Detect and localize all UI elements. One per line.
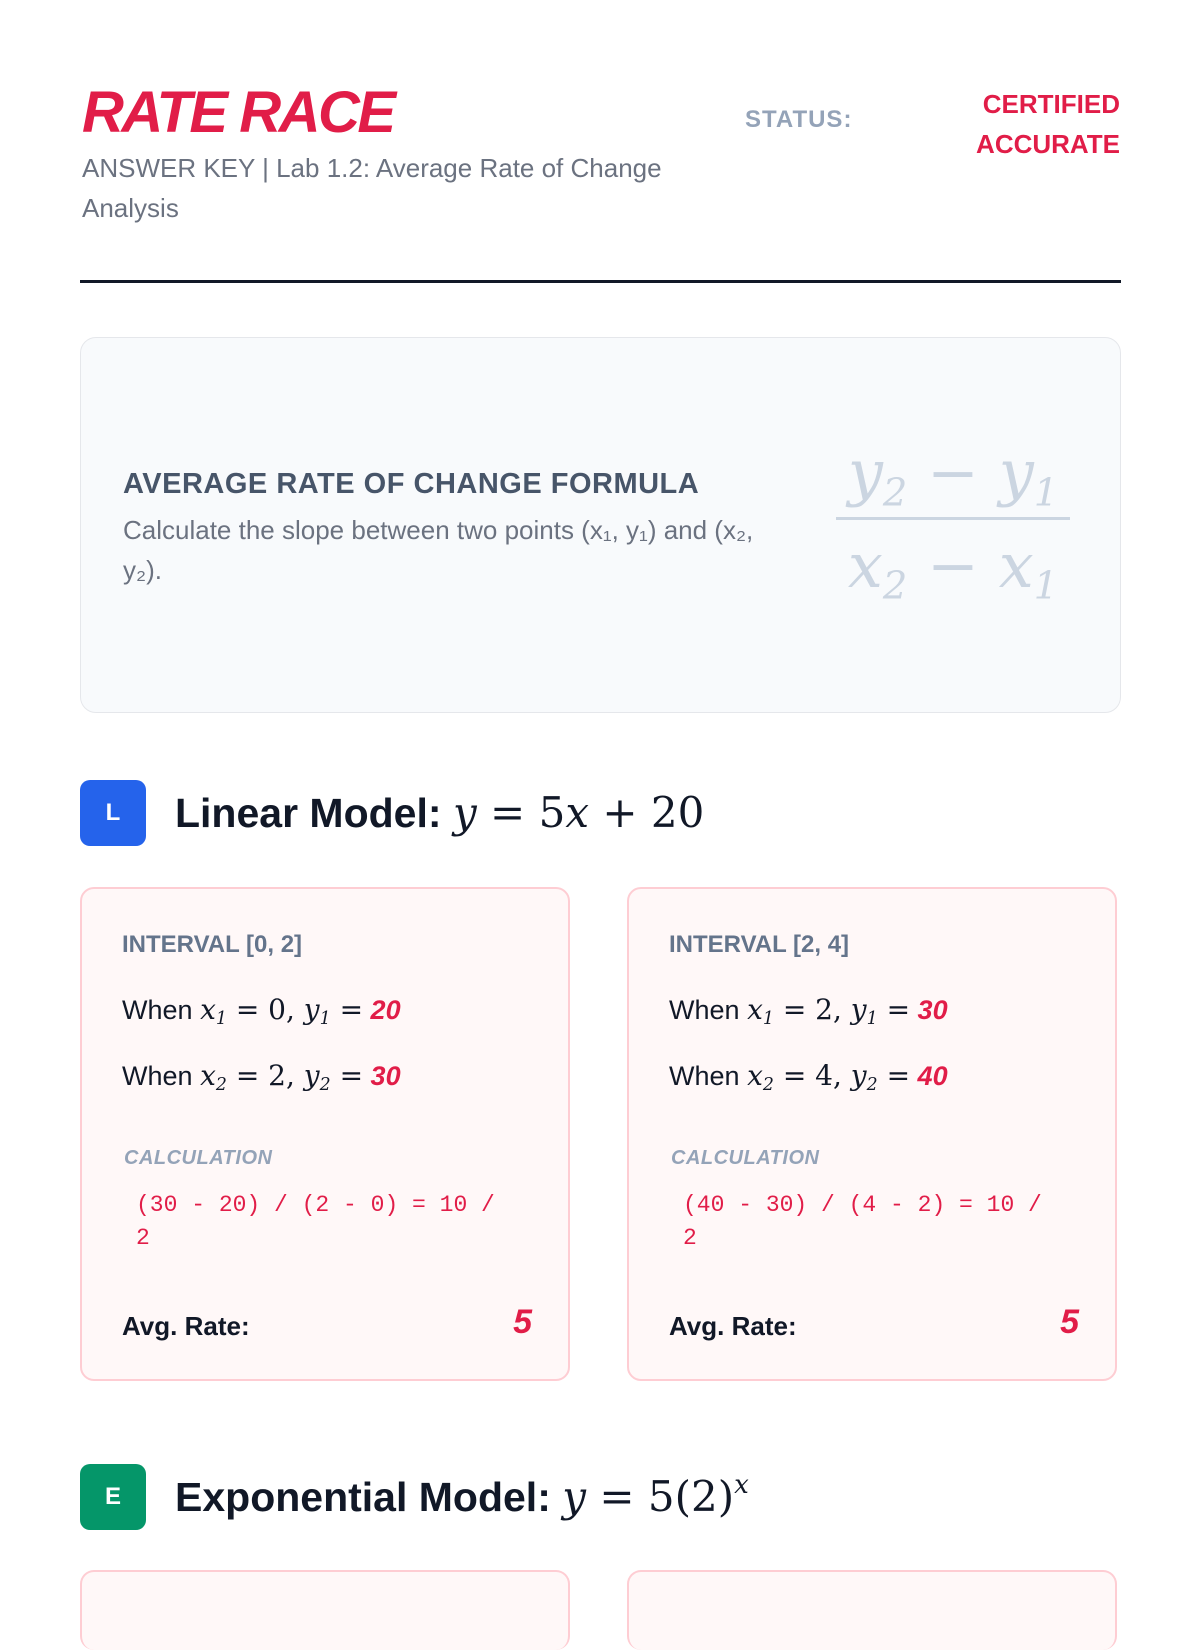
interval-card [80, 887, 570, 1381]
formula-description: Calculate the slope between two points (x₁, y₁) and (x₂, y₂). [123, 515, 754, 585]
calculation-label: CALCULATION [671, 1147, 820, 1169]
calculation-text: (30 - 20) / (2 - 0) = 10 / 2 [136, 1192, 495, 1251]
point-2-line: When $x_2 = 4$, $y_2 = 40$ [669, 1059, 948, 1096]
calculation-label: CALCULATION [124, 1147, 273, 1169]
linear-equation: y = 5x + 20 [452, 788, 705, 837]
header-divider [80, 280, 1121, 283]
formula-title: AVERAGE RATE OF CHANGE FORMULA [123, 468, 700, 500]
interval-card [80, 1570, 570, 1650]
exponential-section-title: Exponential Model: $y = 5(2)^x$ [175, 1469, 749, 1521]
point-1-y-value: 20 [370, 995, 401, 1025]
fraction-denominator: $x_2 - x_1$ [847, 529, 1059, 609]
fraction-bar [836, 517, 1070, 520]
point-1-line: When $x_1 = 2$, $y_1 = 30$ [669, 993, 948, 1030]
fraction-numerator: $y_2 - y_1$ [847, 436, 1059, 516]
interval-label: INTERVAL [2, 4] [669, 931, 850, 958]
exponential-equation: $y = 5(2)^x$ [562, 1469, 749, 1521]
status-badge: CERTIFIED ACCURATE [976, 89, 1120, 159]
avg-rate-label: Avg. Rate: [669, 1311, 797, 1341]
linear-badge: L [80, 780, 146, 846]
interval-card [627, 1570, 1117, 1650]
point-1-y-value: 30 [917, 995, 948, 1025]
linear-section-title: Linear Model: y = 5x + 20 [175, 788, 705, 837]
point-2-line: When $x_2 = 2$, $y_2 = 30$ [122, 1059, 401, 1096]
calculation-text: (40 - 30) / (4 - 2) = 10 / 2 [683, 1192, 1042, 1251]
formula-card [80, 337, 1121, 713]
point-2-y-value: 40 [917, 1061, 948, 1091]
interval-card [627, 887, 1117, 1381]
avg-rate-value: 5 [1060, 1303, 1079, 1341]
point-1-line: When $x_1 = 0$, $y_1 = 20$ [122, 993, 401, 1030]
avg-rate-value: 5 [513, 1303, 532, 1341]
page-subtitle: ANSWER KEY | Lab 1.2: Average Rate of Change Analysis [82, 153, 662, 223]
avg-rate-label: Avg. Rate: [122, 1311, 250, 1341]
point-2-y-value: 30 [370, 1061, 401, 1091]
brand-title: RATE RACE [82, 80, 394, 145]
formula-fraction [836, 433, 1070, 609]
exponential-badge: E [80, 1464, 146, 1530]
interval-label: INTERVAL [0, 2] [122, 931, 303, 958]
status-label: STATUS: [745, 106, 853, 133]
